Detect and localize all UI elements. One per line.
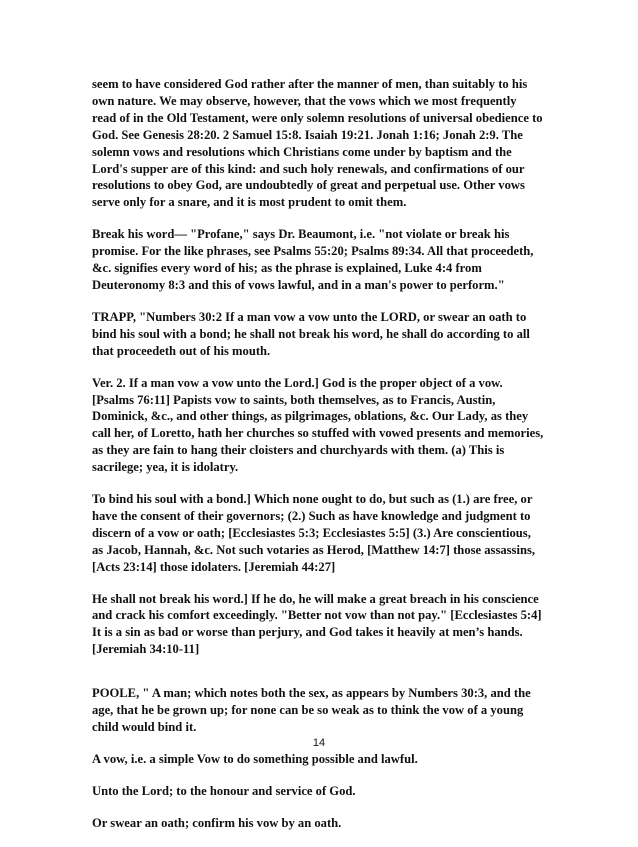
paragraph-7: POOLE, " A man; which notes both the sex, as appears by Numbers 30:3, and the age, that he be grown up; for none can be so weak as to think the vow of a young child would bind it. [92,686,531,734]
paragraph-9: Unto the Lord; to the honour and service of God. [92,783,356,798]
paragraph-3: TRAPP, "Numbers 30:2 If a man vow a vow unto the LORD, or swear an oath to bind his soul with a bond; he shall not break his word, he shall do according to all that proceedeth out of his mouth. [92,309,530,358]
paragraph-6: He shall not break his word.] If he do, he will make a great breach in his conscience and crack his comfort exceedingly. "Better not vow than not pay." [Ecclesiastes 5:4] It is a sin as bad or worse than perjury, and God takes it heavily at men’s hands. [Jeremiah 34:10-11] [92,591,542,657]
paragraph-4: Ver. 2. If a man vow a vow unto the Lord.] God is the proper object of a vow. [Psalms 76:11] Papists vow to saints, both themselves, as to Francis, Austin, Dominick, &c., and other things, as pilgrimages, oblations, &c. Our Lady, as they call her, of Loretto, hath her churches so stuffed with vowed presents and memories, as they are fain to hang their cloisters and churchyards with them. (a) This is sacrilege; yea, it is idolatry. [92,375,544,475]
paragraph-10: Or swear an oath; confirm his vow by an oath. [92,815,342,830]
page-number: 14 [312,737,326,749]
paragraph-1: seem to have considered God rather after the manner of men, than suitably to his own nature. We may observe, however, that the vows which we most frequently read of in the Old Testament, were only solemn resolutions of universal obedience to God. See Genesis 28:20. 2 Samuel 15:8. Isaiah 19:21. Jonah 1:16; Jonah 2:9. The solemn vows and resolutions which Christians come under by baptism and the Lord's supper are of this kind: and such holy renewals, and confirmations of our resolutions to obey God, are undoubtedly of great and perpetual use. Other vows serve only for a snare, and it is most prudent to omit them. [92,77,543,210]
paragraph-2: Break his word— "Profane," says Dr. Beaumont, i.e. "not violate or break his promise. For the like phrases, see Psalms 55:20; Psalms 89:34. All that proceedeth, &c. signifies every word of his; as the phrase is explained, Luke 4:4 from Deuteronomy 8:3 and this of vows lawful, and in a man's power to perform." [92,227,534,292]
page-body [92,76,552,847]
paragraph-8: A vow, i.e. a simple Vow to do something possible and lawful. [92,751,418,766]
paragraph-5: To bind his soul with a bond.] Which none ought to do, but such as (1.) are free, or have the consent of their governors; (2.) Such as have knowledge and judgment to discern of a vow or oath; [Ecclesiastes 5:3; Ecclesiastes 5:5] (3.) Are conscientious, as Jacob, Hannah, &c. Not such votaries as Herod, [Matthew 14:7] those assassins, [Acts 23:14] those idolaters. [Jeremiah 44:27] [92,492,536,574]
